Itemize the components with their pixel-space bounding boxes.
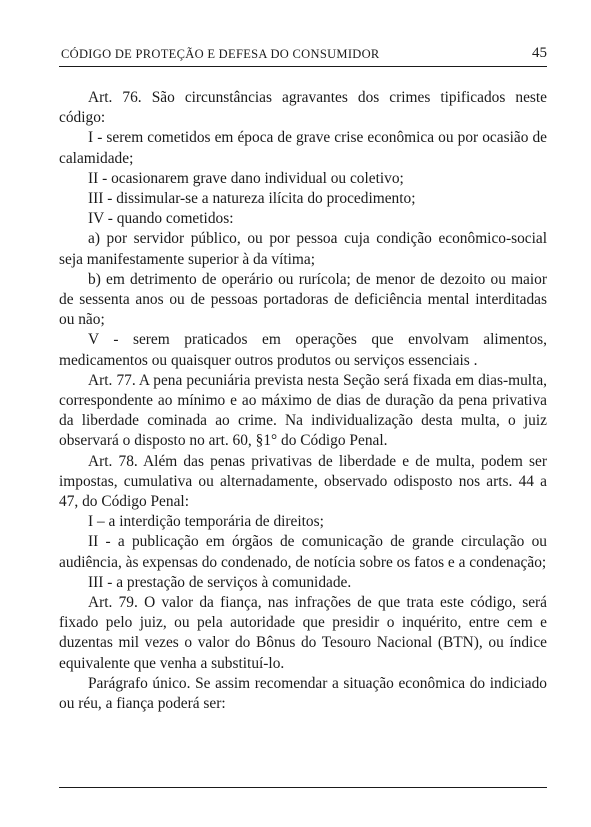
paragraph-art-76-item-i: I - serem cometidos em época de grave crise econômica ou por ocasião de calamidade; [59, 129, 547, 167]
bottom-rule [59, 787, 547, 788]
page-body [59, 88, 547, 714]
paragraph-art-76-item-iv-a: a) por servidor público, ou por pessoa cuja condição econômico-social seja manifestamente superior à da vítima; [59, 230, 547, 268]
paragraph-art-78-item-iii: III - a prestação de serviços à comunidade. [88, 573, 352, 591]
paragraph-art-78-item-ii: II - a publicação em órgãos de comunicação de grande circulação ou audiência, às expensas do condenado, de notícia sobre os fatos e a condenação; [59, 533, 547, 571]
paragraph-art-78-item-i: I – a interdição temporária de direitos; [88, 513, 324, 531]
running-title: CÓDIGO DE PROTEÇÃO E DEFESA DO CONSUMIDOR [61, 47, 380, 61]
paragraph-art-79: Art. 79. O valor da fiança, nas infrações de que trata este código, será fixado pelo juiz, ou pela autoridade que presidir o inquérito, entre cem e duzentas mil vezes o valor do Bônus do Tesouro Nacional (BTN), ou índice equivalente que venha a substituí-lo. [59, 594, 547, 672]
paragraph-art-76-item-ii: II - ocasionarem grave dano individual ou coletivo; [88, 169, 404, 187]
paragraph-art-76-item-iv: IV - quando cometidos: [88, 210, 234, 228]
paragraph-art-76-item-iii: III - dissimular-se a natureza ilícita do procedimento; [88, 190, 416, 208]
paragraph-art-76-item-v: V - serem praticados em operações que envolvam alimentos, medicamentos ou quaisquer outros produtos ou serviços essenciais . [59, 331, 547, 369]
paragraph-art-79-sole: Parágrafo único. Se assim recomendar a situação econômica do indiciado ou réu, a fiança poderá ser: [59, 674, 547, 713]
page-header [59, 44, 547, 67]
paragraph-art-78: Art. 78. Além das penas privativas de liberdade e de multa, podem ser impostas, cumulativa ou alternadamente, observado odisposto nos arts. 44 a 47, do Código Penal: [59, 452, 547, 511]
page-number: 45 [532, 45, 547, 61]
paragraph-art-76: Art. 76. São circunstâncias agravantes dos crimes tipificados neste código: [59, 89, 547, 127]
paragraph-art-77: Art. 77. A pena pecuniária prevista nesta Seção será fixada em dias-multa, correspondente ao mínimo e ao máximo de dias de duração da pena privativa da liberdade cominada ao crime. Na individualização desta multa, o juiz observará o disposto no art. 60, §1° do Código Penal. [59, 371, 547, 450]
paragraph-art-76-item-iv-b: b) em detrimento de operário ou rurícola; de menor de dezoito ou maior de sessenta anos ou de pessoas portadoras de deficiência mental interditadas ou não; [59, 270, 547, 329]
